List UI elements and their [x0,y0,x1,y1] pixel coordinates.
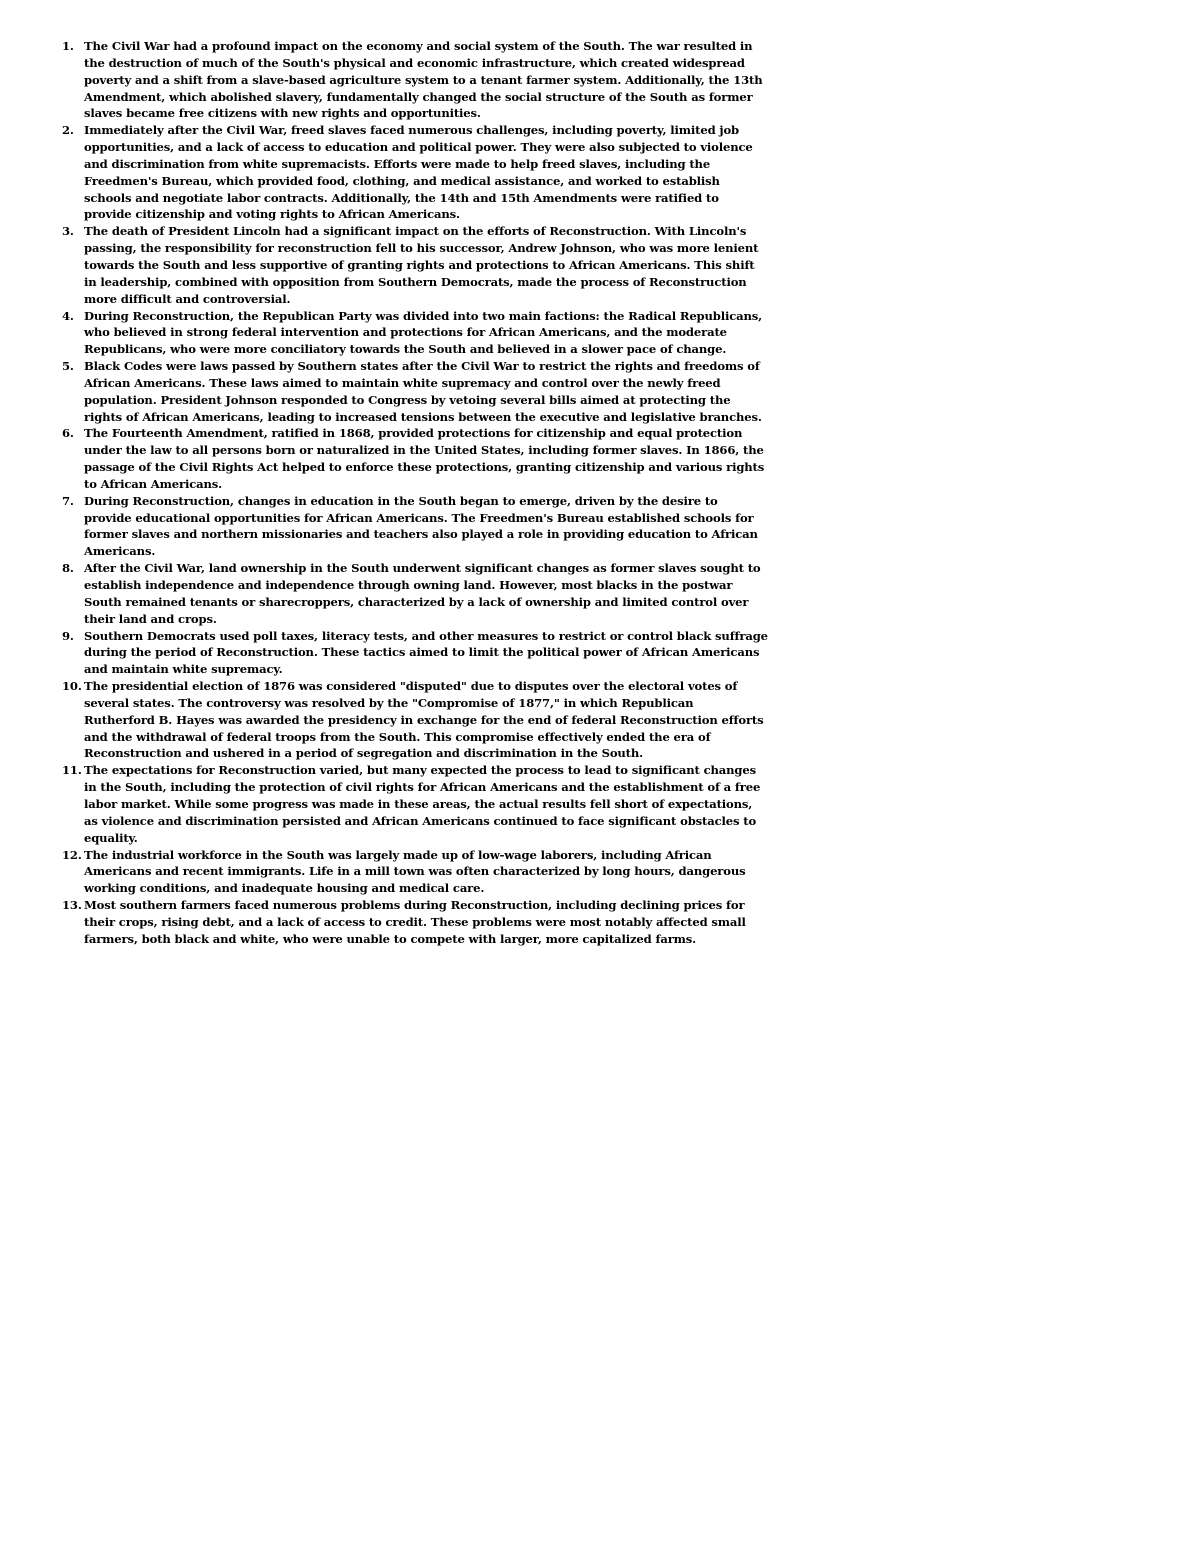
list-item-text: The Fourteenth Amendment, ratified in 1868, provided protections for citizenship and equal protection under the law to all persons born or naturalized in the United States, including former slaves. In 1866, the passage of the Civil Rights Act helped to enforce these protections, granting citizenship and various rights to African Americans. [84,426,765,491]
list-item [58,358,768,425]
list-item-text: Southern Democrats used poll taxes, literacy tests, and other measures to restrict or control black suffrage during the period of Reconstruction. These tactics aimed to limit the political power of African Americans and maintain white supremacy. [84,628,768,677]
list-item [58,762,768,846]
list-item-number: 10. [62,679,82,694]
list-item-number: 11. [62,763,82,778]
list-item [58,628,768,679]
list-item-number: 2. [62,123,74,138]
list-item-number: 12. [62,847,82,862]
list-item-number: 4. [62,308,74,323]
list-item [58,122,768,223]
list-item-text: Most southern farmers faced numerous problems during Reconstruction, including declining prices for their crops, rising debt, and a lack of access to credit. These problems were most notably affected small farmers, both black and white, who were unable to compete with larger, more capitalized farms. [84,898,746,946]
list-item-text: Black Codes were laws passed by Southern states after the Civil War to restrict the rights and freedoms of African Americans. These laws aimed to maintain white supremacy and control over the newly freed population. President Johnson responded to Congress by vetoing several bills aimed at protecting the rights of African Americans, leading to increased tensions between the executive and legislative branches. [84,359,762,424]
list-item-text: After the Civil War, land ownership in the South underwent significant changes as former slaves sought to establish independence and independence through owning land. However, most blacks in the postwar South remained tenants or sharecroppers, characterized by a lack of ownership and limited control over their land and crops. [84,561,761,626]
list-item-number: 7. [62,493,74,508]
list-item-number: 9. [62,628,74,643]
list-item [58,223,768,307]
list-item-number: 1. [62,39,74,53]
list-item-text: The death of President Lincoln had a significant impact on the efforts of Reconstruction. With Lincoln's passing, the responsibility for reconstruction fell to his successor, Andrew Johnson, who was more lenient towards the South and less supportive of granting rights and protections to African Americans. This shift in leadership, combined with opposition from Southern Democrats, made the process of Reconstruction more difficult and controversial. [84,224,759,306]
list-item-text: The presidential election of 1876 was considered "disputed" due to disputes over the electoral votes of several states. The controversy was resolved by the "Compromise of 1877," in which Republican Rutherford B. Hayes was awarded the presidency in exchange for the end of federal Reconstruction efforts and the withdrawal of federal troops from the South. This compromise effectively ended the era of Reconstruction and ushered in a period of segregation and discrimination in the South. [84,679,764,761]
list-item-text: The expectations for Reconstruction varied, but many expected the process to lead to significant changes in the South, including the protection of civil rights for African Americans and the establishment of a free labor market. While some progress was made in these areas, the actual results fell short of expectations, as violence and discrimination persisted and African Americans continued to face significant obstacles to equality. [84,763,761,845]
list-item [58,897,768,948]
list-item [58,560,768,627]
list-item [58,308,768,359]
list-item-number: 13. [62,898,82,913]
list-item [58,847,768,898]
list-item-text: Immediately after the Civil War, freed slaves faced numerous challenges, including poverty, limited job opportunities, and a lack of access to education and political power. They were also subjected to violence and discrimination from white supremacists. Efforts were made to help freed slaves, including the Freedmen's Bureau, which provided food, clothing, and medical assistance, and worked to establish schools and negotiate labor contracts. Additionally, the 14th and 15th Amendments were ratified to provide citizenship and voting rights to African Americans. [84,123,753,222]
list-item [58,38,768,122]
list-item-text: The industrial workforce in the South was largely made up of low-wage laborers, including African Americans and recent immigrants. Life in a mill town was often characterized by long hours, dangerous working conditions, and inadequate housing and medical care. [84,847,746,896]
list-item-text: During Reconstruction, the Republican Party was divided into two main factions: the Radical Republicans, who believed in strong federal intervention and protections for African Americans, and the moderate Republicans, who were more conciliatory towards the South and believed in a slower pace of change. [84,308,763,357]
numbered-list [58,38,768,948]
list-item-text: The Civil War had a profound impact on the economy and social system of the South. The war resulted in the destruction of much of the South's physical and economic infrastructure, which created widespread poverty and a shift from a slave-based agriculture system to a tenant farmer system. Additionally, the 13th Amendment, which abolished slavery, fundamentally changed the social structure of the South as former slaves became free citizens with new rights and opportunities. [84,39,763,121]
list-item-number: 6. [62,426,74,441]
list-item [58,678,768,762]
list-item-text: During Reconstruction, changes in education in the South began to emerge, driven by the desire to provide educational opportunities for African Americans. The Freedmen's Bureau established schools for former slaves and northern missionaries and teachers also played a role in providing education to African Americans. [84,493,758,559]
list-item-number: 3. [62,224,74,239]
list-item-number: 8. [62,561,74,576]
list-item-number: 5. [62,359,74,374]
list-item [58,425,768,492]
list-item [58,493,768,560]
